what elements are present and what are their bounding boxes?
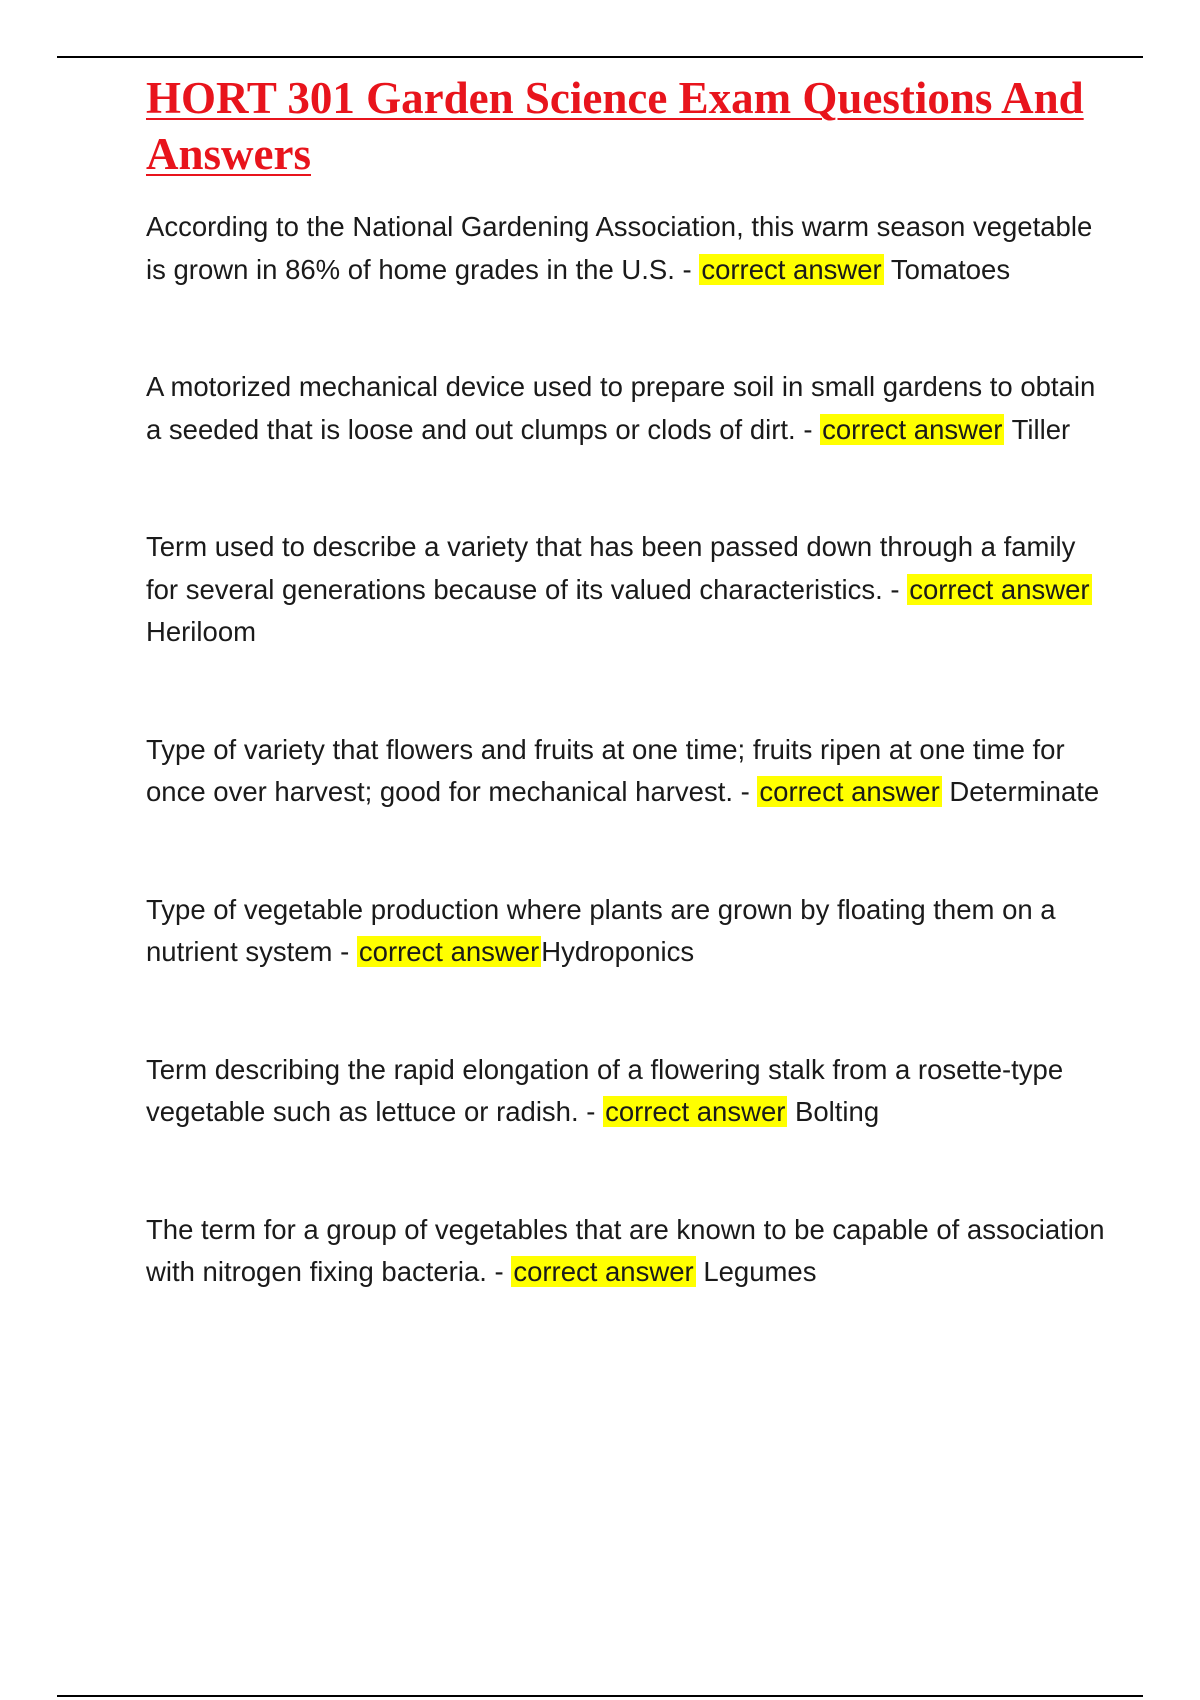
question-text: Type of variety that flowers and fruits at one time; fruits ripen at one time for once over harvest; good for mechanical harvest. - (146, 733, 1065, 807)
answer-text: Bolting (795, 1096, 880, 1127)
page-content (146, 70, 1106, 1294)
question-text: A motorized mechanical device used to prepare soil in small gardens to obtain a seeded that is loose and out clumps or clods of dirt. - (146, 371, 1096, 445)
question-text: Type of vegetable production where plants are grown by floating them on a nutrient system - (146, 893, 1056, 967)
answer-text: Tomatoes (890, 253, 1011, 285)
question-text: The term for a group of vegetables that are known to be capable of association with nitrogen fixing bacteria. - (146, 1213, 1105, 1287)
qa-list (146, 206, 1106, 1294)
qa-item (146, 206, 1106, 291)
answer-marker: correct answer (513, 1256, 694, 1287)
question-text: Term describing the rapid elongation of a flowering stalk from a rosette-type vegetable such as lettuce or radish. - (146, 1053, 1064, 1127)
qa-item (146, 729, 1106, 814)
qa-item (146, 889, 1106, 974)
answer-marker: correct answer (358, 936, 540, 967)
qa-item (146, 366, 1106, 451)
question-text: According to the National Gardening Association, this warm season vegetable is grown in 86% of home grades in the U.S. - (146, 211, 1093, 285)
answer-text: Determinate (949, 776, 1100, 807)
answer-marker: correct answer (701, 253, 882, 285)
answer-marker: correct answer (822, 413, 1003, 445)
answer-marker: correct answer (759, 776, 940, 807)
header-rule (57, 56, 1143, 58)
footer-rule (57, 1695, 1143, 1697)
answer-text: Heriloom (146, 616, 257, 647)
question-text: Term used to describe a variety that has been passed down through a family for several generations because of its valued characteristics. - (146, 531, 1076, 605)
answer-text: Hydroponics (541, 936, 695, 967)
qa-item (146, 1049, 1106, 1134)
qa-item (146, 526, 1106, 654)
answer-text: Legumes (703, 1256, 817, 1287)
qa-item (146, 1209, 1106, 1294)
answer-marker: correct answer (909, 573, 1090, 605)
answer-text: Tiller (1011, 413, 1071, 445)
answer-marker: correct answer (605, 1096, 786, 1127)
page-title: HORT 301 Garden Science Exam Questions And Answers (146, 73, 1084, 179)
